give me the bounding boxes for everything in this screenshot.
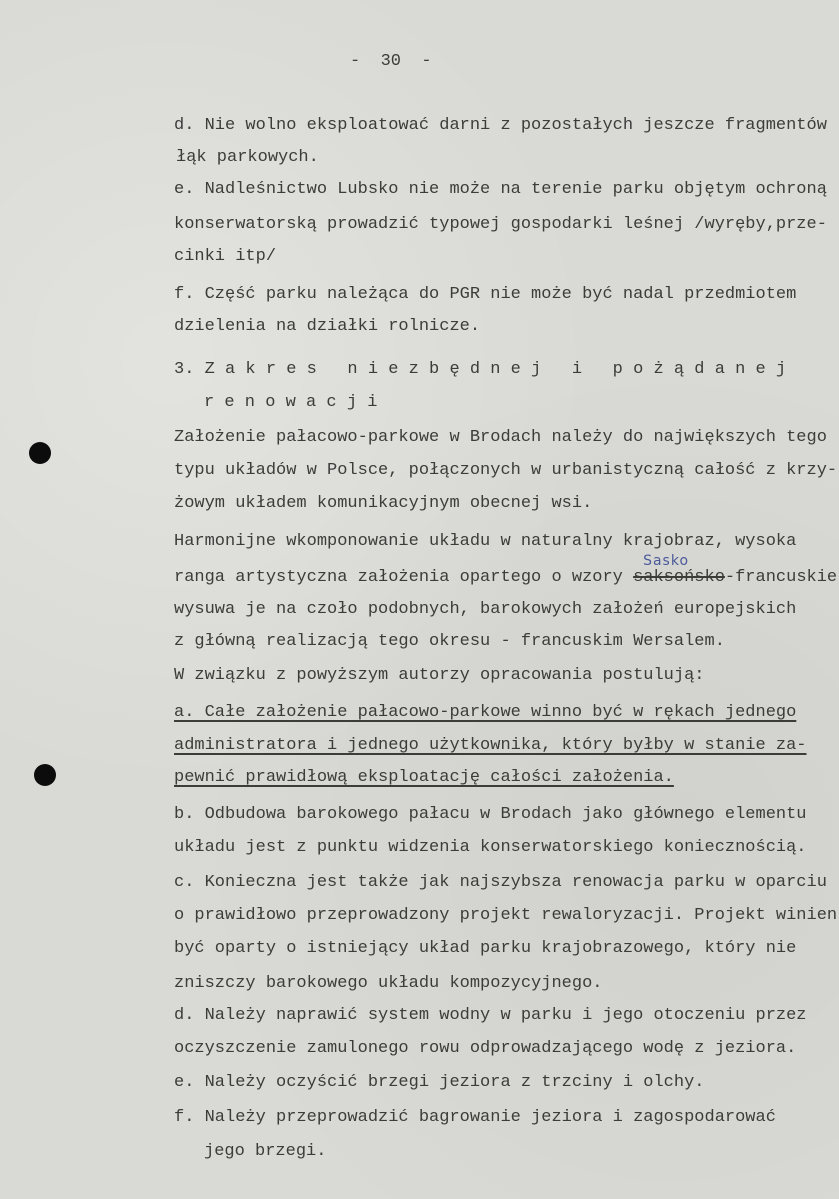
text-line: typu układów w Polsce, połączonych w urbanistyczną całość z krzy- <box>174 461 838 480</box>
text-line: zniszczy barokowego układu kompozycyjnego. <box>174 974 603 993</box>
text-line: f. Część parku należąca do PGR nie może być nadal przedmiotem <box>174 285 797 304</box>
line-text: -francuskie <box>724 568 838 587</box>
text-line: c. Konieczna jest także jak najszybsza renowacja parku w oparciu <box>174 873 827 892</box>
punch-hole <box>34 764 56 786</box>
text-line: układu jest z punktu widzenia konserwatorskiego koniecznością. <box>174 838 807 857</box>
text-line: wysuwa je na czoło podobnych, barokowych założeń europejskich <box>174 600 797 619</box>
text-line: być oparty o istniejący układ parku krajobrazowego, który nie <box>174 939 797 958</box>
text-line: W związku z powyższym autorzy opracowania postulują: <box>174 666 705 685</box>
text-line: żowym układem komunikacyjnym obecnej wsi. <box>174 494 593 513</box>
text-line: administratora i jednego użytkownika, który byłby w stanie za- <box>174 736 807 755</box>
text-line: Założenie pałacowo-parkowe w Brodach należy do największych tego <box>174 428 827 447</box>
text-line: konserwatorską prowadzić typowej gospodarki leśnej /wyręby,prze- <box>174 215 827 234</box>
handwritten-correction: Sasko <box>643 553 690 569</box>
text-line: pewnić prawidłową eksploatację całości założenia. <box>174 768 674 787</box>
text-line: 3. Z a k r e s n i e z b ę d n e j i p o ż ą d a n e j <box>174 360 787 379</box>
text-line: a. Całe założenie pałacowo-parkowe winno być w rękach jednego <box>174 703 797 722</box>
text-line: dzielenia na działki rolnicze. <box>174 317 481 336</box>
text-line: e. Nadleśnictwo Lubsko nie może na terenie parku objętym ochroną <box>174 180 827 199</box>
text-line: b. Odbudowa barokowego pałacu w Brodach jako głównego elementu <box>174 805 807 824</box>
page-number: - 30 - <box>350 52 432 71</box>
struck-word <box>633 553 725 587</box>
text-line: łąk parkowych. <box>176 148 319 167</box>
text-line: oczyszczenie zamulonego rowu odprowadzającego wodę z jeziora. <box>174 1039 797 1058</box>
correction-line <box>174 553 838 588</box>
text-line: cinki itp/ <box>174 247 277 266</box>
text-line: d. Należy naprawić system wodny w parku i jego otoczeniu przez <box>174 1006 807 1025</box>
punch-hole <box>29 442 51 464</box>
text-line: f. Należy przeprowadzić bagrowanie jeziora i zagospodarować <box>174 1108 776 1127</box>
line-text: ranga artystyczna założenia opartego o wzory <box>174 568 634 587</box>
text-line: o prawidłowo przeprowadzony projekt rewaloryzacji. Projekt winien <box>174 906 838 925</box>
text-line: r e n o w a c j i <box>204 393 378 412</box>
text-line: d. Nie wolno eksploatować darni z pozostałych jeszcze fragmentów <box>174 116 827 135</box>
text-line: Harmonijne wkomponowanie układu w naturalny krajobraz, wysoka <box>174 532 797 551</box>
text-line: z główną realizacją tego okresu - francuskim Wersalem. <box>174 632 725 651</box>
struck-text: saksońsko <box>633 568 725 587</box>
text-line: e. Należy oczyścić brzegi jeziora z trzciny i olchy. <box>174 1073 705 1092</box>
text-line: jego brzegi. <box>204 1142 327 1161</box>
